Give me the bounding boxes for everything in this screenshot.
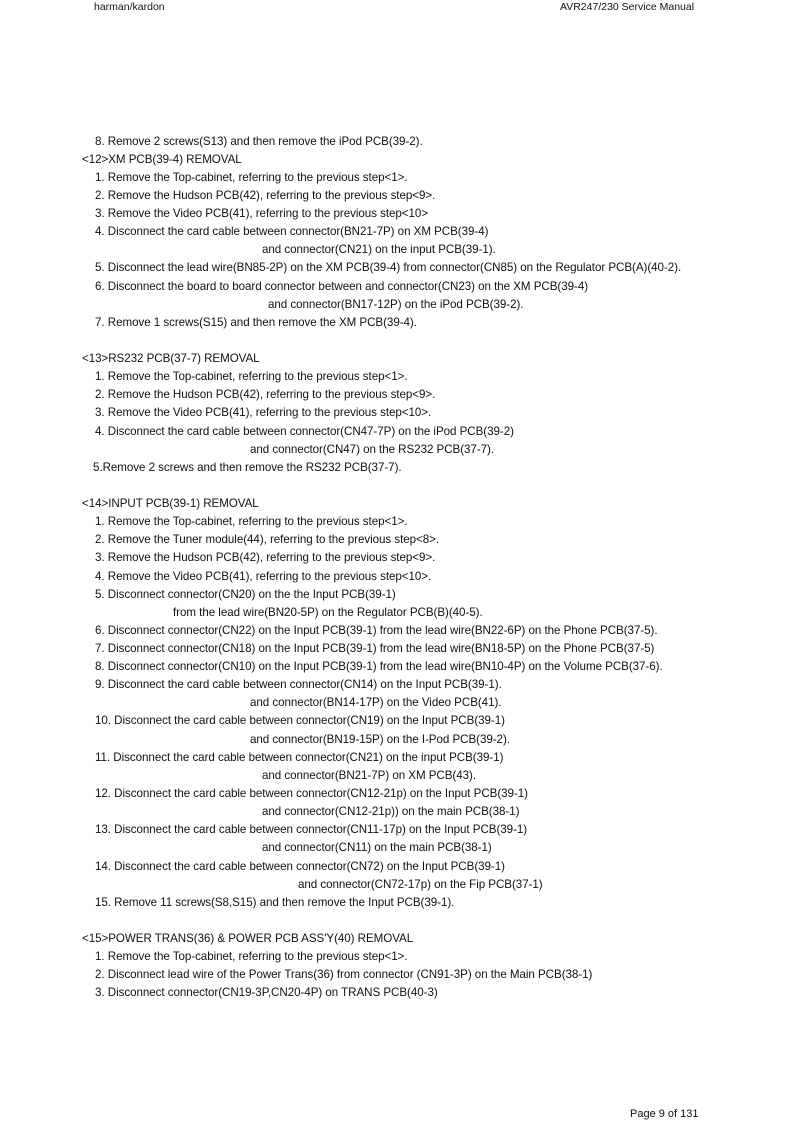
section-heading: <12>XM PCB(39-4) REMOVAL xyxy=(82,153,242,166)
step-line: 6. Disconnect connector(CN22) on the Input PCB(39-1) from the lead wire(BN22-6P) on the Phone PCB(37-5). xyxy=(95,624,658,637)
step-line: 9. Disconnect the card cable between connector(CN14) on the Input PCB(39-1). xyxy=(95,678,502,691)
section-heading: <15>POWER TRANS(36) & POWER PCB ASS'Y(40) REMOVAL xyxy=(82,932,414,945)
step-line: 8. Remove 2 screws(S13) and then remove the iPod PCB(39-2). xyxy=(95,135,423,148)
section-heading: <14>INPUT PCB(39-1) REMOVAL xyxy=(82,497,259,510)
step-line: 10. Disconnect the card cable between connector(CN19) on the Input PCB(39-1) xyxy=(95,714,505,727)
step-continuation: from the lead wire(BN20-5P) on the Regulator PCB(B)(40-5). xyxy=(173,606,483,619)
step-line: 1. Remove the Top-cabinet, referring to the previous step<1>. xyxy=(95,370,408,383)
step-line: 2. Remove the Hudson PCB(42), referring to the previous step<9>. xyxy=(95,388,436,401)
step-line: 6. Disconnect the board to board connector between and connector(CN23) on the XM PCB(39-4) xyxy=(95,280,589,293)
step-line: 1. Remove the Top-cabinet, referring to the previous step<1>. xyxy=(95,171,408,184)
step-continuation: and connector(BN14-17P) on the Video PCB(41). xyxy=(250,696,502,709)
step-line: 8. Disconnect connector(CN10) on the Input PCB(39-1) from the lead wire(BN10-4P) on the Volume PCB(37-6). xyxy=(95,660,663,673)
step-line: 1. Remove the Top-cabinet, referring to the previous step<1>. xyxy=(95,950,408,963)
step-line: 2. Remove the Tuner module(44), referring to the previous step<8>. xyxy=(95,533,440,546)
step-line: 5. Disconnect connector(CN20) on the the Input PCB(39-1) xyxy=(95,588,396,601)
step-line: 15. Remove 11 screws(S8,S15) and then remove the Input PCB(39-1). xyxy=(95,896,455,909)
step-line: 4. Disconnect the card cable between connector(BN21-7P) on XM PCB(39-4) xyxy=(95,225,489,238)
step-line: 4. Disconnect the card cable between connector(CN47-7P) on the iPod PCB(39-2) xyxy=(95,425,514,438)
step-continuation: and connector(BN17-12P) on the iPod PCB(39-2). xyxy=(268,298,524,311)
step-line: 5. Disconnect the lead wire(BN85-2P) on the XM PCB(39-4) from connector(CN85) on the Regulator PCB(A)(40-2). xyxy=(95,261,682,274)
step-line: 11. Disconnect the card cable between connector(CN21) on the input PCB(39-1) xyxy=(95,751,504,764)
section-heading: <13>RS232 PCB(37-7) REMOVAL xyxy=(82,352,260,365)
step-line: 3. Disconnect connector(CN19-3P,CN20-4P) on TRANS PCB(40-3) xyxy=(95,986,438,999)
step-line: 3. Remove the Video PCB(41), referring to the previous step<10>. xyxy=(95,406,432,419)
step-line: 12. Disconnect the card cable between connector(CN12-21p) on the Input PCB(39-1) xyxy=(95,787,528,800)
step-line: 4. Remove the Video PCB(41), referring to the previous step<10>. xyxy=(95,570,432,583)
step-line: 3. Remove the Video PCB(41), referring to the previous step<10> xyxy=(95,207,429,220)
step-line: 3. Remove the Hudson PCB(42), referring to the previous step<9>. xyxy=(95,551,436,564)
step-line: 2. Disconnect lead wire of the Power Trans(36) from connector (CN91-3P) on the Main PCB(38-1) xyxy=(95,968,593,981)
step-line: 7. Disconnect connector(CN18) on the Input PCB(39-1) from the lead wire(BN18-5P) on the Phone PCB(37-5) xyxy=(95,642,655,655)
header-brand: harman/kardon xyxy=(94,1,165,13)
step-continuation: and connector(BN21-7P) on XM PCB(43). xyxy=(262,769,477,782)
header-title: AVR247/230 Service Manual xyxy=(560,1,695,13)
step-continuation: and connector(CN12-21p)) on the main PCB(38-1) xyxy=(262,805,520,818)
step-line: 7. Remove 1 screws(S15) and then remove the XM PCB(39-4). xyxy=(95,316,417,329)
step-line: 1. Remove the Top-cabinet, referring to the previous step<1>. xyxy=(95,515,408,528)
step-line: 2. Remove the Hudson PCB(42), referring to the previous step<9>. xyxy=(95,189,436,202)
step-continuation: and connector(CN21) on the input PCB(39-1). xyxy=(262,243,496,256)
step-line: 14. Disconnect the card cable between connector(CN72) on the Input PCB(39-1) xyxy=(95,860,505,873)
step-continuation: and connector(CN47) on the RS232 PCB(37-7). xyxy=(250,443,495,456)
page-number: Page 9 of 131 xyxy=(630,1108,699,1120)
step-line: 5.Remove 2 screws and then remove the RS232 PCB(37-7). xyxy=(93,461,402,474)
step-continuation: and connector(BN19-15P) on the I-Pod PCB(39-2). xyxy=(250,733,510,746)
step-continuation: and connector(CN72-17p) on the Fip PCB(37-1) xyxy=(298,878,543,891)
step-line: 13. Disconnect the card cable between connector(CN11-17p) on the Input PCB(39-1) xyxy=(95,823,528,836)
step-continuation: and connector(CN11) on the main PCB(38-1) xyxy=(262,841,492,854)
